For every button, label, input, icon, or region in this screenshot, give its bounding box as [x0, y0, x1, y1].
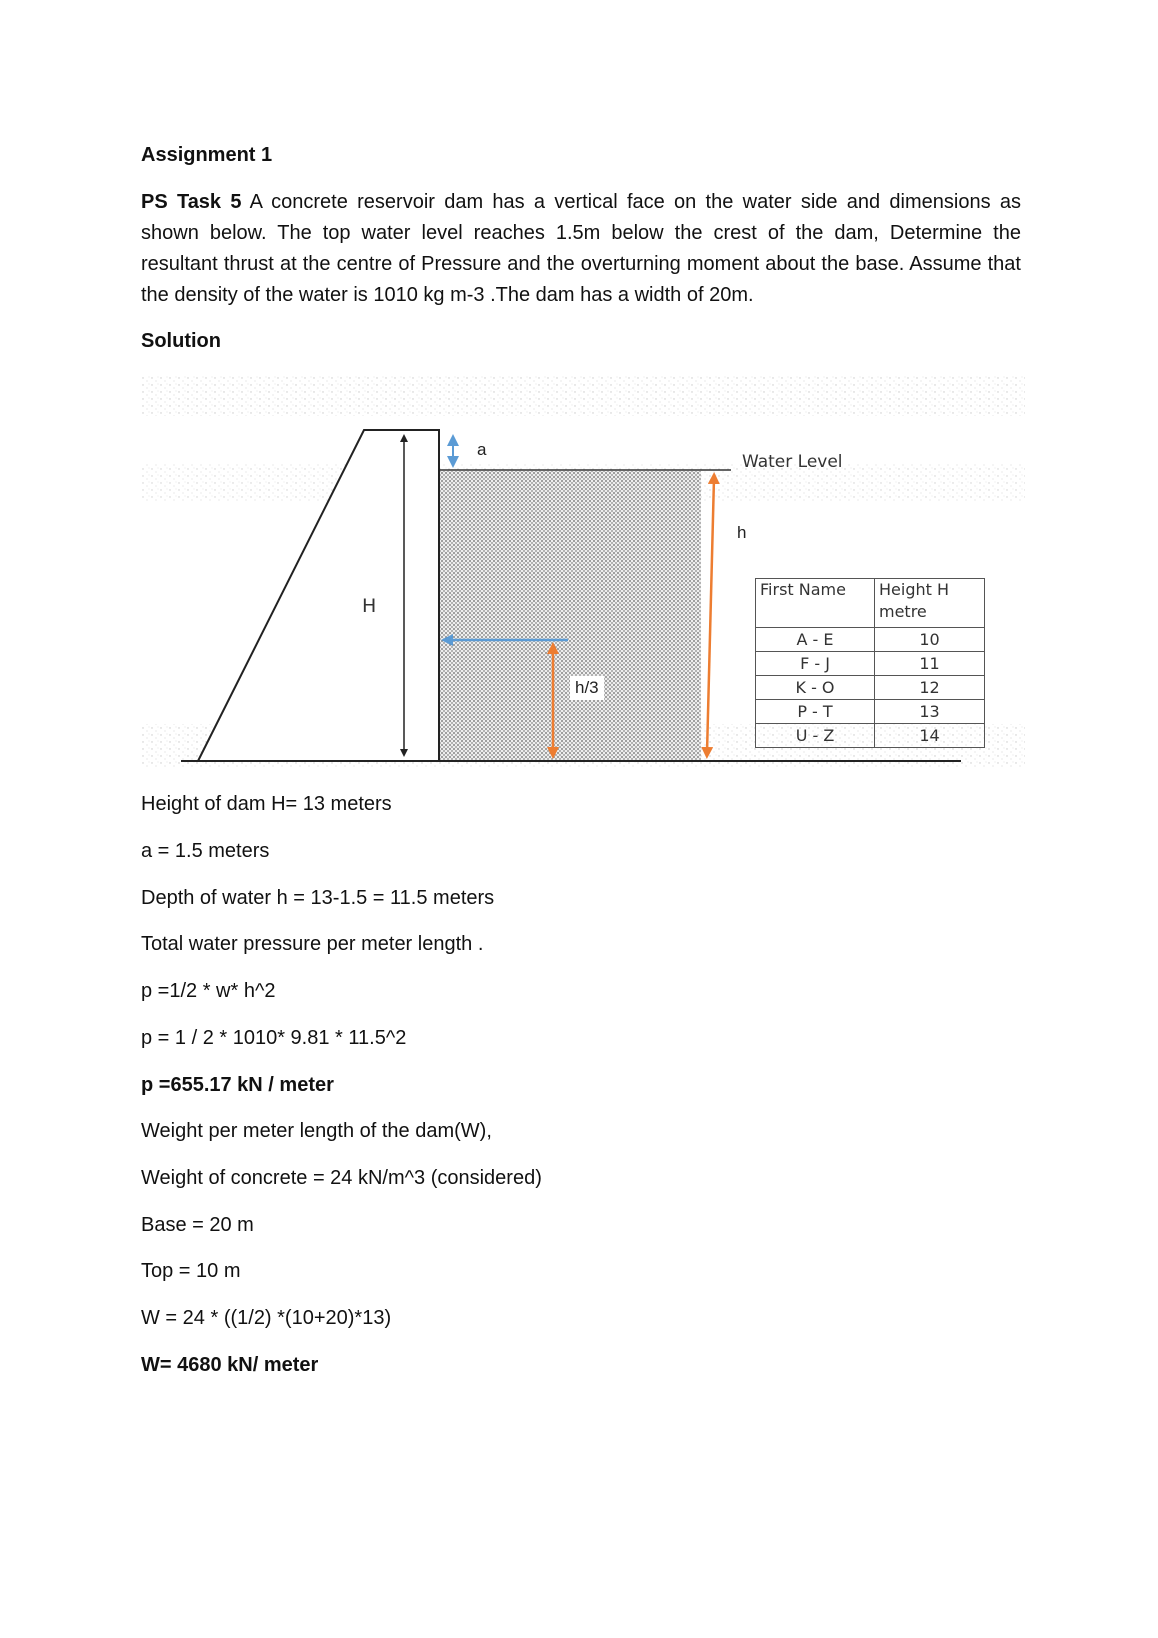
table-row [756, 652, 985, 676]
table-cell-height: 11 [875, 652, 985, 676]
table-cell-height: 10 [875, 628, 985, 652]
solution-line-formula: p =1/2 * w* h^2 [141, 980, 276, 1002]
table-row [756, 724, 985, 748]
solution-line-concrete: Weight of concrete = 24 kN/m^3 (considered) [141, 1167, 542, 1189]
solution-line-substitution: p = 1 / 2 * 1010* 9.81 * 11.5^2 [141, 1027, 407, 1049]
table-row [756, 700, 985, 724]
label-H: H [362, 595, 377, 617]
noise-band-top [141, 376, 1025, 416]
table-cell-name: A - E [756, 628, 875, 652]
table-cell-name: P - T [756, 700, 875, 724]
solution-line-weight-title: Weight per meter length of the dam(W), [141, 1120, 492, 1142]
table-header-row [756, 579, 985, 628]
solution-line-weight-result: W= 4680 kN/ meter [141, 1354, 319, 1376]
task-paragraph [141, 187, 1021, 311]
table-cell-height: 13 [875, 700, 985, 724]
label-h: h [737, 523, 747, 542]
table-row [756, 628, 985, 652]
water-depth-arrow [707, 478, 714, 753]
solution-line-pressure-title: Total water pressure per meter length . [141, 933, 484, 955]
height-table [755, 578, 985, 748]
solution-line-pressure-result: p =655.17 kN / meter [141, 1074, 334, 1096]
table-header-height: Height H metre [875, 579, 985, 628]
solution-line-a: a = 1.5 meters [141, 840, 270, 862]
table-row [756, 676, 985, 700]
task-label: PS Task 5 [141, 191, 242, 213]
assignment-heading: Assignment 1 [141, 144, 273, 166]
table-cell-name: K - O [756, 676, 875, 700]
solution-line-height: Height of dam H= 13 meters [141, 793, 392, 815]
table-cell-name: U - Z [756, 724, 875, 748]
solution-line-top: Top = 10 m [141, 1260, 241, 1282]
solution-line-base: Base = 20 m [141, 1214, 254, 1236]
solution-line-weight-formula: W = 24 * ((1/2) *(10+20)*13) [141, 1307, 392, 1329]
table-cell-height: 12 [875, 676, 985, 700]
label-h-over-3: h/3 [570, 676, 604, 700]
dam-diagram [141, 376, 1025, 771]
solution-heading: Solution [141, 330, 221, 352]
table-cell-height: 14 [875, 724, 985, 748]
solution-line-depth: Depth of water h = 13-1.5 = 11.5 meters [141, 887, 495, 909]
table-header-name: First Name [756, 579, 875, 628]
label-a: a [477, 440, 487, 459]
table-cell-name: F - J [756, 652, 875, 676]
water-body [439, 471, 701, 761]
label-water-level: Water Level [742, 452, 843, 472]
task-text: A concrete reservoir dam has a vertical face on the water side and dimensions as shown below. The top water level reaches 1.5m below the crest of the dam, Determine the resultant thrust at the centre of Pressure and the overturning moment about the base. Assume that the density of the water is 1010 kg m-3 .The dam has a width of 20m. [141, 191, 1021, 306]
